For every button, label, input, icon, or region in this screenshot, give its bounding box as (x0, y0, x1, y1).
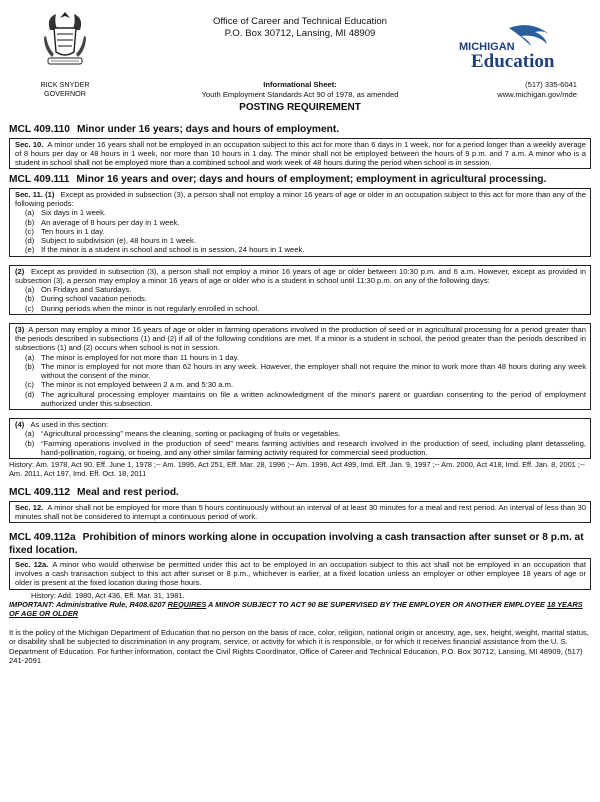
section-box-409-112a (9, 558, 591, 590)
section-number: MCL 409.112a (9, 532, 76, 544)
subsection-list (15, 429, 586, 457)
subsection-item (25, 285, 586, 294)
subsection-item (25, 208, 586, 217)
subsection-letter: (b) (25, 361, 35, 371)
subsection-item (25, 439, 586, 458)
history-note: History: Add. 1980, Act 436, Eff. Mar. 31, 1981. (31, 590, 185, 600)
subsection-letter: (e) (25, 245, 35, 255)
michigan-education-logo (457, 22, 577, 70)
subsection-letter: (c) (25, 380, 34, 390)
letterhead (9, 8, 591, 100)
section-number: MCL 409.110 (9, 124, 70, 136)
logo-text-education: Education (471, 51, 555, 70)
sec-text: A minor under 16 years shall not be employed in an occupation subject to this act for more than 6 days in 1 week, nor for a period longer than a weekly average of 8 hours per day or 48 hours in 1 week, nor more than 10 hours in 1 day. The minor shall not be employed between the hours of 9 p.m. and 7 a.m. A minor who is a student in school shall not be employed more than a combined school and work week of 48 hours during the period when school is in session. (15, 139, 587, 168)
subsection-text: An average of 8 hours per day in 1 week. (41, 217, 180, 227)
section-number: MCL 409.111 (9, 174, 70, 186)
office-name: Office of Career and Technical Education (212, 16, 388, 27)
subsection-text: The minor is employed for not more than 62 hours in any week. However, the employer shall not require the minor to work more than 48 hours during any week without the consent of the minor. (41, 361, 586, 381)
subsection-text: If the minor is a student in school and school is in session, 24 hours in 1 week. (41, 245, 305, 255)
sec-text: A minor who would otherwise be permitted under this act to be employed in an occupation subject to this act shall not be employed in an occupation that involves a cash transaction subject to this act after sunset or 8 p.m., whichever is earlier, at a fixed location unless an employer or other employee 18 years of age or older is present at the fixed location during those hours. (15, 559, 586, 588)
subsection-text: During periods when the minor is not regularly enrolled in school. (41, 303, 260, 313)
subsection-letter: (b) (25, 217, 35, 227)
sec-text: A person may employ a minor 16 years of age or older in farming operations involved in the production of seed or in agricultural processing for a period greater than the periods described in subsections (1) and (2) if all of the following conditions are met. If a minor is a student in school, the period greater than the periods described in subsections (1) and (2) occurs when school is not in session. (15, 324, 586, 353)
sec-label: (3) (15, 324, 25, 334)
sheet-label: Informational Sheet: (263, 80, 337, 89)
phone: (517) 335-6041 (525, 80, 577, 89)
subsection-item (25, 362, 586, 381)
posting-title: POSTING REQUIREMENT (239, 102, 361, 113)
contact-block (497, 80, 577, 100)
subsection-text: “Agricultural processing” means the cleaning, sorting or packaging of fruits or vegetables. (41, 429, 341, 439)
subsection-text: The agricultural processing employer maintains on file a written acknowledgment of the minor's parent or guardian consenting to the period of employment authorized under this subsection. (41, 389, 586, 408)
section-box-409-112 (9, 501, 591, 524)
sec-text: A minor shall not be employed for more than 5 hours continuously without an interval of at least 30 minutes for a meal and rest period. An interval of less than 30 minutes shall not be considered to interrupt a continuous period of work. (15, 502, 586, 521)
subsection-text: Subject to subdivision (e), 48 hours in 1 week. (41, 236, 196, 246)
subsection-letter: (d) (25, 236, 35, 246)
important-requires: REQUIRES (167, 599, 207, 609)
subsection-letter: (c) (25, 303, 34, 313)
sec-label: Sec. 11. (1) (15, 189, 55, 199)
important-mid: A MINOR SUBJECT TO ACT 90 BE SUPERVISED BY THE EMPLOYER OR ANOTHER EMPLOYEE (206, 599, 547, 609)
subsection-text: The minor is employed for not more than 11 hours in 1 day. (41, 352, 240, 362)
subsection-item (25, 353, 586, 362)
section-number: MCL 409.112 (9, 487, 70, 499)
section-title: Minor 16 years and over; days and hours of employment; employment in agricultural processing. (76, 174, 547, 186)
subsection-item (25, 304, 586, 313)
section-box-409-111-2 (9, 265, 591, 315)
sec-label: (4) (15, 420, 25, 430)
office-address: P.O. Box 30712, Lansing, MI 48909 (224, 28, 376, 40)
history-note: History: Am. 1978, Act 90, Eff. June 1, 1978 ;-- Am. 1995, Act 251, Eff. Mar. 28, 1996 ;-- Am. 1996, Act 499, Imd. Eff. Jan. 9, 1997 ;-- Am. 2000, Act 418, Imd. Eff. Jan. 8, 2001 ;-- Am. 2011, Act 197, Imd. Eff. Oct. 18, 2011 (9, 460, 585, 479)
sec-label: Sec. 10. (15, 139, 44, 149)
subsection-letter: (a) (25, 429, 35, 439)
section-title: Meal and rest period. (76, 487, 179, 499)
subsection-item (25, 380, 586, 389)
section-box-409-110 (9, 138, 591, 170)
subsection-item (25, 227, 586, 236)
sec-text: Except as provided in subsection (3), a person shall not employ a minor 16 years of age or older between 10:30 p.m. and 6 a.m. However, except as provided in subsection (3), a person may employ a minor 16 years of age or older who is a student in school until 11:30 p.m. on any of the following days: (15, 266, 586, 285)
subsection-letter: (a) (25, 285, 35, 295)
sec-text: Except as provided in subsection (3), a person shall not employ a minor 16 years of age or older in an occupation subject to this act for more than any of the following periods: (15, 189, 586, 209)
sec-text: As used in this section: (30, 420, 109, 430)
subsection-letter: (a) (25, 352, 35, 362)
section-heading-409-111 (9, 174, 591, 186)
section-box-409-111-1 (9, 188, 591, 257)
section-box-409-111-4 (9, 418, 591, 459)
subsection-letter: (c) (25, 226, 34, 236)
subsection-letter: (a) (25, 208, 35, 218)
subsection-item (25, 218, 586, 227)
sec-label: Sec. 12. (15, 502, 44, 512)
subsection-text: During school vacation periods. (41, 294, 147, 304)
sec-label: Sec. 12a. (15, 559, 49, 569)
subsection-letter: (d) (25, 389, 35, 399)
subsection-item (25, 294, 586, 303)
subsection-text: Six days in 1 week. (41, 208, 106, 218)
subsection-item (25, 429, 586, 438)
subsection-item (25, 245, 586, 254)
sheet-subtitle: Youth Employment Standards Act 90 of 1978, as amended (201, 89, 399, 99)
important-rule: Administrative Rule, R408.6207 (55, 599, 168, 609)
subsection-text: Ten hours in 1 day. (41, 226, 105, 236)
nondiscrimination-statement: It is the policy of the Michigan Department of Education that no person on the basis of race, color, religion, national origin or ancestry, age, sex, height, weight, marital status, or disability shall be subjected to discrimination in any program, service, or activity for which it is responsible, or for which it receives financial assistance from the U. S. Department of Education. For further information, contact the Civil Rights Coordinator, Office of Career and Technical Education, P.O. Box 30712, Lansing, MI 48909, (517) 241-2091 (9, 627, 589, 666)
subsection-list (15, 208, 586, 254)
section-box-409-111-3 (9, 323, 591, 410)
section-title: Prohibition of minors working alone in occupation involving a cash transaction after sunset or 8 p.m. at fixed location. (9, 532, 584, 556)
logo-text-michigan: MICHIGAN (459, 41, 515, 53)
important-age: 18 YEARS OF AGE OR OLDER (9, 599, 583, 618)
subsection-text: The minor is not employed between 2 a.m. and 5:30 a.m. (41, 380, 234, 390)
important-notice (9, 600, 591, 618)
subsection-letter: (b) (25, 294, 35, 304)
sec-label: (2) (15, 266, 25, 276)
important-lead: IMPORTANT: (9, 599, 56, 609)
subsection-text: On Fridays and Saturdays. (41, 285, 132, 295)
subsection-text: “Farming operations involved in the production of seed” means farming activities and research involved in the production of seed, including plant detasseling, hand-pollination, roguing, or hoeing, and any other similar farming activity required for commercial seed production. (41, 438, 586, 457)
section-title: Minor under 16 years; days and hours of employment. (76, 124, 340, 136)
governor-name: RICK SNYDER (40, 80, 90, 89)
subsection-letter: (b) (25, 438, 35, 448)
subsection-list (15, 353, 586, 409)
subsection-list (15, 285, 586, 313)
subsection-item (25, 390, 586, 409)
section-heading-409-112a (9, 532, 591, 557)
governor-title: GOVERNOR (44, 89, 86, 99)
section-heading-409-112 (9, 487, 591, 499)
subsection-item (25, 236, 586, 245)
website: www.michigan.gov/mde (497, 89, 577, 99)
section-heading-409-110 (9, 124, 591, 136)
